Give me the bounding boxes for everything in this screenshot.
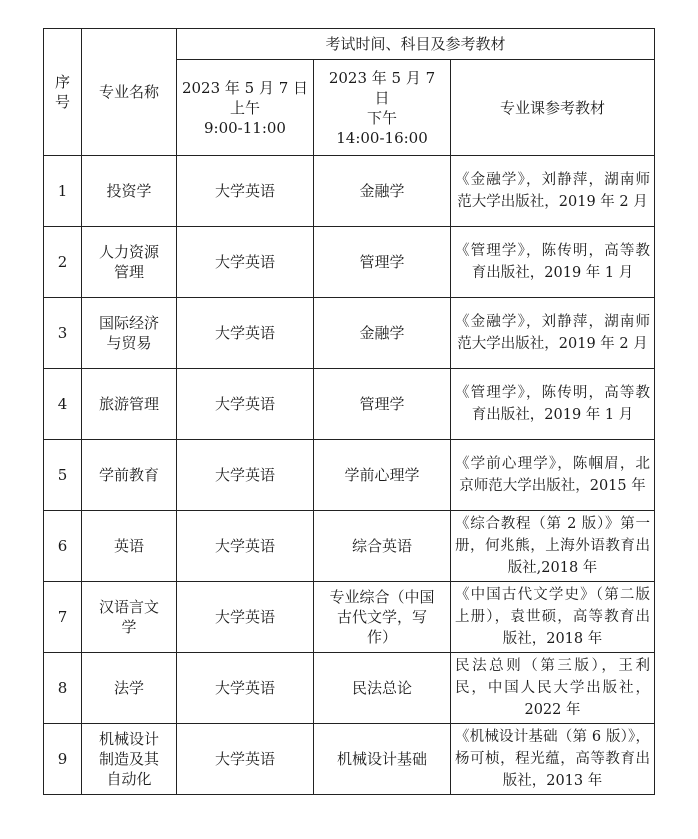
row-number: 8 bbox=[44, 653, 82, 724]
pm-subject: 学前心理学 bbox=[314, 440, 451, 511]
row-number: 7 bbox=[44, 582, 82, 653]
am-subject: 大学英语 bbox=[177, 369, 314, 440]
row-number: 6 bbox=[44, 511, 82, 582]
major-name: 学前教育 bbox=[82, 440, 177, 511]
pm-subject: 金融学 bbox=[314, 298, 451, 369]
am-subject: 大学英语 bbox=[177, 724, 314, 795]
am-subject: 大学英语 bbox=[177, 298, 314, 369]
pm-subject: 专业综合（中国 古代文学，写 作） bbox=[314, 582, 451, 653]
exam-schedule-table bbox=[43, 28, 655, 795]
row-number: 1 bbox=[44, 156, 82, 227]
header-major: 专业名称 bbox=[82, 29, 177, 156]
row-number: 3 bbox=[44, 298, 82, 369]
pm-subject: 机械设计基础 bbox=[314, 724, 451, 795]
row-number: 9 bbox=[44, 724, 82, 795]
major-name: 投资学 bbox=[82, 156, 177, 227]
table-row bbox=[44, 511, 655, 582]
am-subject: 大学英语 bbox=[177, 582, 314, 653]
major-name: 国际经济 与贸易 bbox=[82, 298, 177, 369]
row-number: 2 bbox=[44, 227, 82, 298]
table-row bbox=[44, 369, 655, 440]
table-row bbox=[44, 582, 655, 653]
am-subject: 大学英语 bbox=[177, 156, 314, 227]
table-row bbox=[44, 653, 655, 724]
reference-textbook: 《金融学》，刘静萍，湖南师范大学出版社，2019 年 2 月 bbox=[451, 156, 655, 227]
reference-textbook: 《综合教程（第 2 版）》第一册，何兆熊，上海外语教育出版社,2018 年 bbox=[451, 511, 655, 582]
major-name: 旅游管理 bbox=[82, 369, 177, 440]
header-textbook: 专业课参考教材 bbox=[451, 60, 655, 156]
reference-textbook: 《管理学》，陈传明，高等教育出版社，2019 年 1 月 bbox=[451, 369, 655, 440]
pm-subject: 民法总论 bbox=[314, 653, 451, 724]
am-subject: 大学英语 bbox=[177, 440, 314, 511]
table-row bbox=[44, 227, 655, 298]
pm-subject: 金融学 bbox=[314, 156, 451, 227]
table-row bbox=[44, 156, 655, 227]
table-row bbox=[44, 724, 655, 795]
major-name: 机械设计 制造及其 自动化 bbox=[82, 724, 177, 795]
row-number: 4 bbox=[44, 369, 82, 440]
pm-subject: 管理学 bbox=[314, 227, 451, 298]
pm-subject: 管理学 bbox=[314, 369, 451, 440]
reference-textbook: 民法总则（第三版），王利民，中国人民大学出版社，2022 年 bbox=[451, 653, 655, 724]
table-row bbox=[44, 298, 655, 369]
header-row-1 bbox=[44, 29, 655, 60]
major-name: 汉语言文 学 bbox=[82, 582, 177, 653]
reference-textbook: 《金融学》，刘静萍，湖南师范大学出版社，2019 年 2 月 bbox=[451, 298, 655, 369]
reference-textbook: 《机械设计基础（第 6 版）》，杨可桢，程光蕴，高等教育出版社，2013 年 bbox=[451, 724, 655, 795]
am-subject: 大学英语 bbox=[177, 227, 314, 298]
reference-textbook: 《中国古代文学史》（第二版上册），袁世硕，高等教育出版社，2018 年 bbox=[451, 582, 655, 653]
major-name: 人力资源 管理 bbox=[82, 227, 177, 298]
row-number: 5 bbox=[44, 440, 82, 511]
header-exam-group: 考试时间、科目及参考教材 bbox=[177, 29, 655, 60]
major-name: 法学 bbox=[82, 653, 177, 724]
major-name: 英语 bbox=[82, 511, 177, 582]
am-subject: 大学英语 bbox=[177, 653, 314, 724]
header-session-am: 2023 年 5 月 7 日 上午 9:00-11:00 bbox=[177, 60, 314, 156]
reference-textbook: 《学前心理学》，陈帼眉，北京师范大学出版社，2015 年 bbox=[451, 440, 655, 511]
table-row bbox=[44, 440, 655, 511]
am-subject: 大学英语 bbox=[177, 511, 314, 582]
pm-subject: 综合英语 bbox=[314, 511, 451, 582]
header-seq: 序 号 bbox=[44, 29, 82, 156]
header-session-pm: 2023 年 5 月 7 日 下午 14:00-16:00 bbox=[314, 60, 451, 156]
reference-textbook: 《管理学》，陈传明，高等教育出版社，2019 年 1 月 bbox=[451, 227, 655, 298]
